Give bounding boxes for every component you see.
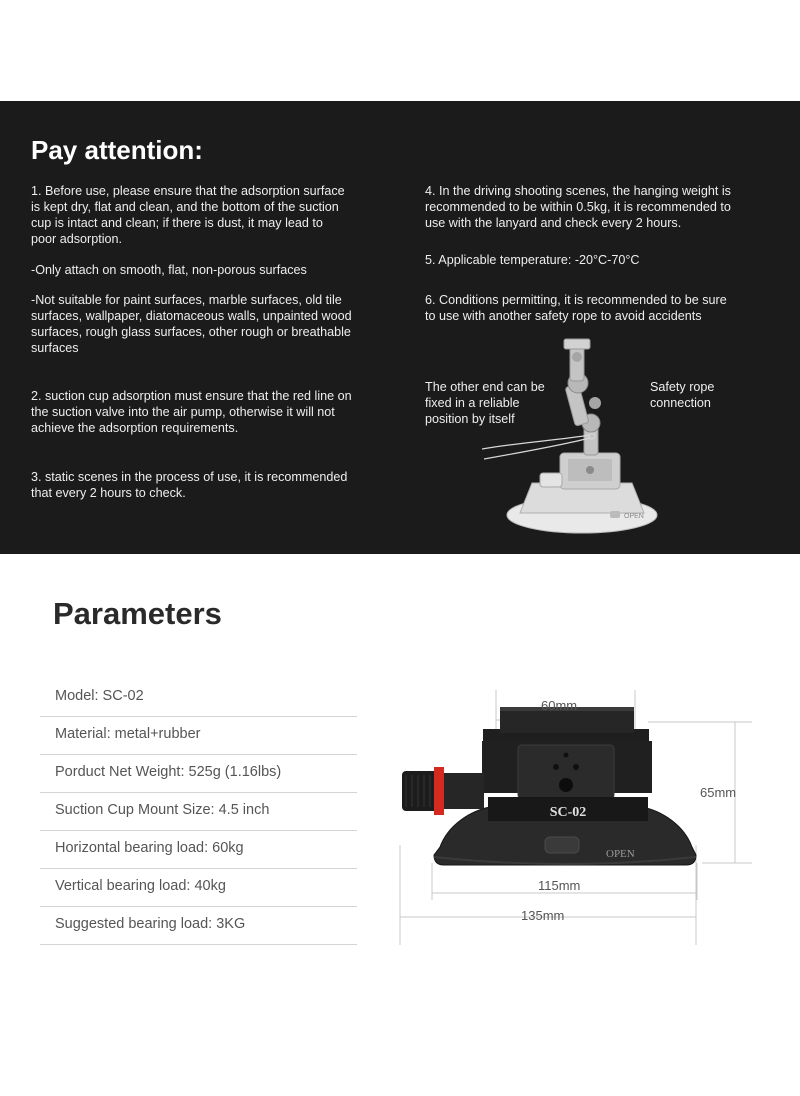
param-weight: [40, 754, 357, 793]
param-horizontal-load: [40, 830, 357, 869]
param-material: [40, 716, 357, 755]
param-model: [40, 678, 357, 717]
note-2: 2. suction cup adsorption must ensure that the red line on the suction valve into the air pump, otherwise it will not achieve the adsorption requirements.: [31, 389, 352, 435]
note-4: 4. In the driving shooting scenes, the hanging weight is recommended to be within 0.5kg, it is recommended to use with the lanyard and check every 2 hours.: [425, 184, 731, 230]
param-model-text: Model: SC-02: [55, 688, 144, 704]
callout-other-end: The other end can be fixed in a reliable position by itself: [425, 380, 545, 426]
param-vertical-load: [40, 868, 357, 907]
note-only-attach: -Only attach on smooth, flat, non-porous surfaces: [31, 263, 307, 277]
parameters-title: Parameters: [53, 596, 222, 631]
callout-safety-rope: Safety rope connection: [650, 380, 715, 410]
param-material-text: Material: metal+rubber: [55, 726, 201, 742]
param-vertical-load-text: Vertical bearing load: 40kg: [55, 878, 226, 894]
param-suggested-load-text: Suggested bearing load: 3KG: [55, 916, 246, 932]
product-open-label: OPEN: [606, 848, 635, 860]
note-1: 1. Before use, please ensure that the adsorption surface is kept dry, flat and clean, and the bottom of the suction cup is intact and clean; if there is dust, it may lead to poor adsorption.: [31, 184, 345, 246]
param-horizontal-load-text: Horizontal bearing load: 60kg: [55, 840, 244, 856]
illustration-open-label: OPEN: [624, 513, 644, 520]
dimension-height: 65mm: [700, 785, 737, 800]
note-6: 6. Conditions permitting, it is recommended to be sure to use with another safety rope to avoid accidents: [425, 293, 727, 323]
note-not-suitable: -Not suitable for paint surfaces, marble surfaces, old tile surfaces, wallpaper, diatomaceous walls, unpainted wood surfaces, rough glass surfaces, other rough or breathable surfaces: [31, 293, 352, 355]
dimension-top-width: 60mm: [541, 698, 578, 713]
dimension-overall-width: 135mm: [521, 908, 565, 923]
note-5: 5. Applicable temperature: -20°C-70°C: [425, 253, 640, 267]
param-size-text: Suction Cup Mount Size: 4.5 inch: [55, 802, 270, 818]
dimension-base-width: 115mm: [538, 878, 581, 893]
param-suggested-load: [40, 906, 357, 945]
product-model-label: SC-02: [549, 805, 587, 820]
param-weight-text: Porduct Net Weight: 525g (1.16lbs): [55, 764, 282, 780]
attention-title: Pay attention:: [31, 135, 203, 165]
suction-mount-illustration: [470, 335, 685, 540]
note-3: 3. static scenes in the process of use, it is recommended that every 2 hours to check.: [31, 470, 348, 500]
product-dimension-drawing: [390, 685, 770, 950]
param-size: [40, 792, 357, 831]
